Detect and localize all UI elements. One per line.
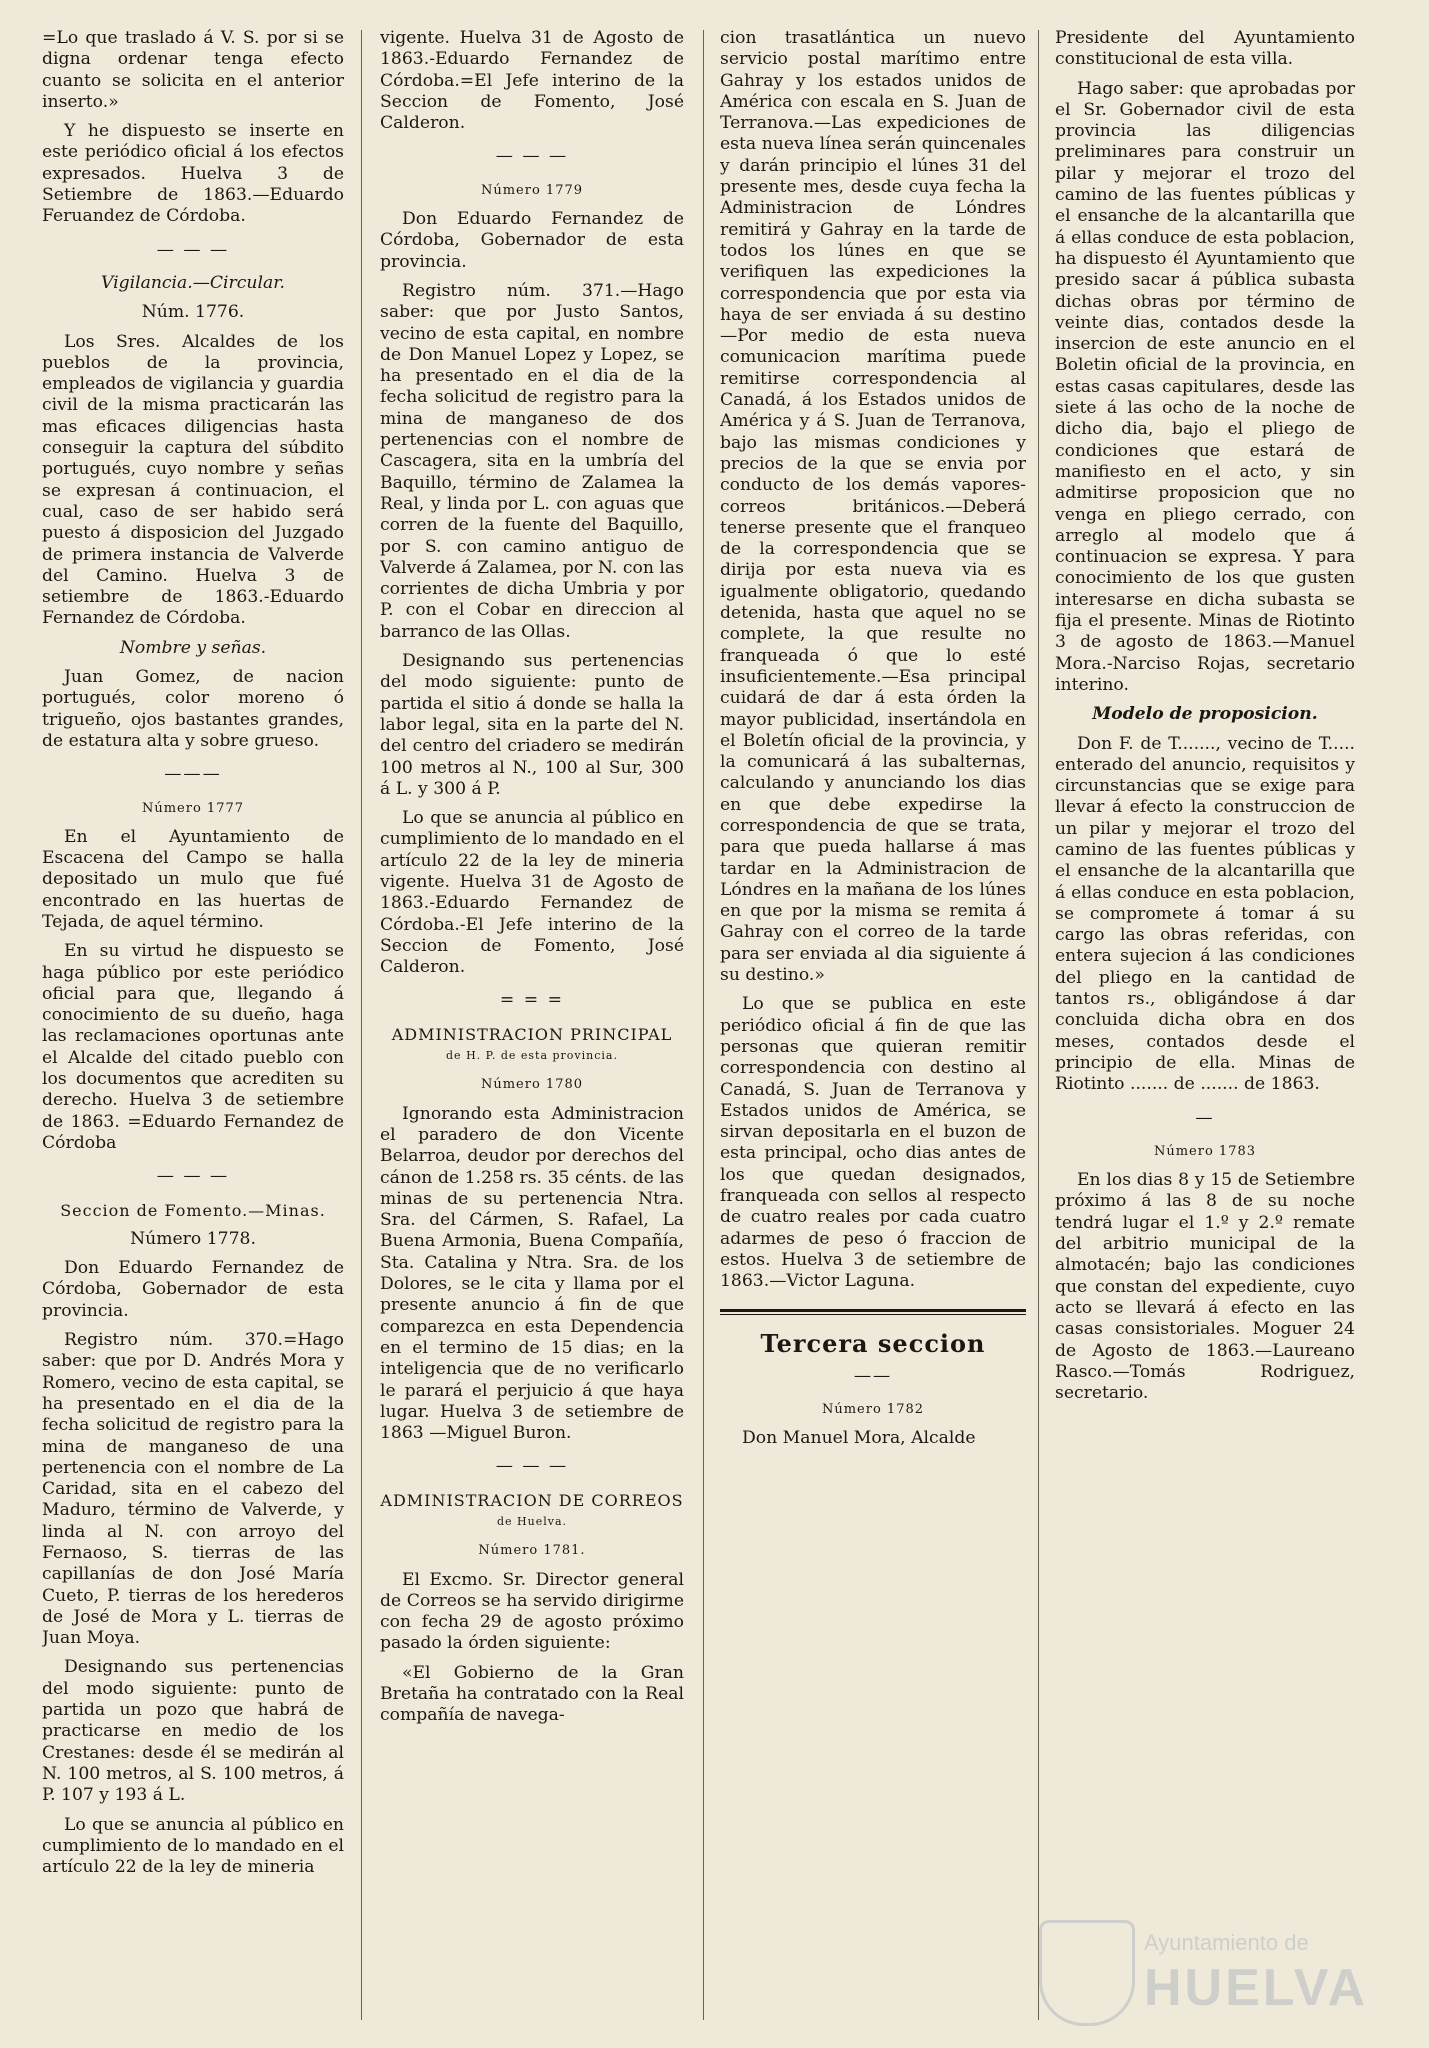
paragraph: vigente. Huelva 31 de Agosto de 1863.-Eduardo Fernandez de Córdoba.=El Jefe interino de la Seccion de Fomento, José Calderon. <box>380 28 684 134</box>
paragraph: En el Ayuntamiento de Escacena del Campo se halla depositado un mulo que fué encontrado en las huertas de Tejada, de aquel término. <box>42 826 344 932</box>
heading-subtitle: de H. P. de esta provincia. <box>446 1049 618 1063</box>
section-heading: Nombre y señas. <box>119 637 267 658</box>
separator: — <box>1195 1107 1215 1128</box>
notice-number: Número 1780 <box>480 1077 584 1093</box>
separator: = = = <box>499 990 565 1011</box>
paragraph: Presidente del Ayuntamiento constitucional de esta villa. <box>1055 28 1355 70</box>
column-1 <box>42 28 344 2028</box>
paragraph: En los dias 8 y 15 de Setiembre próximo á las 8 de su noche tendrá lugar el 1.º y 2.º remate del arbitrio municipal de la almotacén; bajo las condiciones que constan del expediente, cuyo acto se llevará á efecto en las casas consistoriales. Moguer 24 de Agosto de 1863.—Laureano Rasco.—Tomás Rodriguez, secretario. <box>1055 1170 1355 1404</box>
paragraph: Designando sus pertenencias del modo siguiente: punto de partida un pozo que habrá de practicarse en medio de los Crestanes: desde él se medirán al N. 100 metros, al S. 100 metros, á P. 107 y 193 á L. <box>42 1657 344 1806</box>
notice-number: Número 1781. <box>478 1543 586 1559</box>
paragraph: Registro núm. 371.—Hago saber: que por Justo Santos, vecino de esta capital, en nombre de Don Manuel Lopez y Lopez, se ha presentado en el dia de la fecha solicitud de registro para la mina de manganeso de dos pertenencias con el nombre de Cascagera, sita en la umbría del Baquillo, término de Zalamea la Real, y linda por L. con aguas que corren de la fuente del Baquillo, por S. con camino antiguo de Valverde á Zalamea, por N. con las corrientes de dicha Umbria y por P. con el Cobar en direccion al barranco de las Ollas. <box>380 280 684 642</box>
paragraph: El Excmo. Sr. Director general de Correos se ha servido dirigirme con fecha 29 de agosto próximo pasado la órden siguiente: <box>380 1569 684 1654</box>
notice-number: Número 1783 <box>1153 1143 1257 1159</box>
paragraph: Ignorando esta Administracion el paradero de don Vicente Belarroa, deudor por derechos del cánon de 1.258 rs. 35 cénts. de las minas de su pertenencia Ntra. Sra. del Cármen, S. Rafael, La Buena Armonia, Buena Compañía, Sta. Catalina y Ntra. Sra. de los Dolores, se le cita y llama por el presente anuncio á fin de que comparezca en esta Dependencia en el termino de 15 dias; en la inteligencia que de no verificarlo le parará el perjuicio á que haya lugar. Huelva 3 de setiembre de 1863 —Miguel Buron. <box>380 1103 684 1444</box>
coat-of-arms-icon <box>1039 1920 1135 2026</box>
column-2 <box>380 28 684 2028</box>
notice-number: Número 1778. <box>130 1228 256 1249</box>
notice-number: Número 1777 <box>141 800 245 816</box>
paragraph: Los Sres. Alcaldes de los pueblos de la provincia, empleados de vigilancia y guardia civil de la misma practicarán las mas eficaces diligencias hasta conseguir la captura del súbdito portugués, cuyo nombre y señas se expresan á continuacion, el cual, caso de ser habido será puesto á disposicion del Juzgado de primera instancia de Valverde del Camino. Huelva 3 de setiembre de 1863.-Eduardo Fernandez de Córdoba. <box>42 331 344 629</box>
separator: —— <box>853 1365 893 1386</box>
section-divider <box>720 1309 1026 1315</box>
column-4 <box>1055 28 1355 2028</box>
paragraph: Lo que se anuncia al público en cumplimiento de lo mandado en el artículo 22 de la ley de mineria <box>42 1814 344 1878</box>
separator: — — — <box>156 239 230 260</box>
paragraph: Don F. de T......., vecino de T..... enterado del anuncio, requisitos y circunstancias que se exige para llevar á efecto la construccion de un pilar y mejorar el trozo del camino de las fuentes públicas y el ensanche de la alcantarilla que á ellas conduce en esta poblacion, se compromete á tomar á su cargo las obras referidas, con entera sujecion á las condiciones del pliego en la cantidad de tantos rs., obligándose á dar concluida dicha obra en dos meses, contados desde el principio de ella. Minas de Riotinto ....... de ....... de 1863. <box>1055 733 1355 1095</box>
paragraph: «El Gobierno de la Gran Bretaña ha contratado con la Real compañía de navega- <box>380 1662 684 1726</box>
paragraph: =Lo que traslado á V. S. por si se digna ordenar tenga efecto cuanto se solicita en el anterior inserto.» <box>42 28 344 112</box>
paragraph: Juan Gomez, de nacion portugués, color moreno ó trigueño, ojos bastantes grandes, de estatura alta y sobre grueso. <box>42 667 344 751</box>
heading-subtitle: de Huelva. <box>496 1515 568 1528</box>
paragraph: Hago saber: que aprobadas por el Sr. Gobernador civil de esta provincia las diligencias preliminares para construir un pilar y mejorar el trozo del camino de las fuentes públicas y el ensanche de la alcantarilla que á ellas conduce de esta poblacion, ha dispuesto él Ayuntamiento que presido sacar á pública subasta dichas obras por término de veinte dias, contados desde la insercion de este anuncio en el Boletin oficial de la provincia, en estas casas capitulares, desde las siete á las ocho de la noche de dicho dia, bajo el pliego de condiciones que estará de manifiesto en el acto, y sin admitirse proposicion que no venga en pliego cerrado, con arreglo al modelo que á continuacion se expresa. Y para conocimiento de los que gusten interesarse en dicha subasta se fija el presente. Minas de Riotinto 3 de agosto de 1863.—Manuel Mora.-Narciso Rojas, secretario interino. <box>1055 78 1355 695</box>
section-heading: Modelo de proposicion. <box>1092 704 1318 725</box>
column-rule <box>703 30 704 2020</box>
section-heading: Seccion de Fomento.—Minas. <box>60 1200 326 1220</box>
separator: — — — <box>495 146 569 167</box>
ayuntamiento-watermark <box>1039 1910 1369 2030</box>
heading-text: ADMINISTRACION DE CORREOS <box>380 1490 684 1510</box>
paragraph: Y he dispuesto se inserte en este periódico oficial á los efectos expresados. Huelva 3 de Setiembre de 1863.—Eduardo Feruandez de Córdoba. <box>42 121 344 227</box>
watermark-line-1: Ayuntamiento de <box>1144 1930 1309 1955</box>
paragraph: Don Eduardo Fernandez de Córdoba, Gobernador de esta provincia. <box>42 1258 344 1321</box>
paragraph: Registro núm. 370.=Hago saber: que por D. Andrés Mora y Romero, vecino de esta capital, se ha presentado en el dia de la fecha solicitud de registro para la mina de manganeso de una pertenencia con el nombre de La Caridad, sita en el cabezo del Maduro, término de Valverde, y linda al N. con arroyo del Fernaoso, S. tierras de las capillanías de don José María Cueto, P. tierras de los herederos de José de Mora y L. tierras de Juan Moya. <box>42 1330 344 1649</box>
column-rule <box>361 30 362 2020</box>
paragraph: Lo que se anuncia al público en cumplimiento de lo mandado en el artículo 22 de la ley de mineria vigente. Huelva 31 de Agosto de 1863.-Eduardo Fernandez de Córdoba.-El Jefe interino de la Seccion de Fomento, José Calderon. <box>380 808 684 978</box>
section-heading: Vigilancia.—Circular. <box>100 272 286 293</box>
section-heading <box>380 1490 684 1533</box>
notice-number: Núm. 1776. <box>141 302 245 323</box>
watermark-line-2: HUELVA <box>1144 1959 1369 2017</box>
section-heading <box>380 1024 684 1067</box>
paragraph: Designando sus pertenencias del modo siguiente: punto de partida el sitio á donde se halla la labor legal, sita en la parte del N. del centro del criadero se medirán 100 metros al N., 100 al Sur, 300 á L. y 300 á P. <box>380 651 684 799</box>
column-rule <box>1038 30 1039 2020</box>
paragraph: Lo que se publica en este periódico oficial á fin de que las personas que quieran remitir correspondencia con destino al Canadá, S. Juan de Terranova y Estados unidos de América, se sirvan depositarla en el buzon de esta principal, ocho dias antes de los que quedan designados, franqueada con sellos al respecto de cuatro reales por cada cuatro adarmes de peso ó fraccion de estos. Huelva 3 de setiembre de 1863.—Victor Laguna. <box>720 994 1026 1292</box>
separator: — — — <box>495 1456 569 1477</box>
separator: ——— <box>164 764 222 785</box>
heading-text: ADMINISTRACION PRINCIPAL <box>391 1024 673 1044</box>
notice-number: Número 1779 <box>480 182 584 198</box>
notice-number: Número 1782 <box>821 1402 925 1418</box>
separator: — — — <box>156 1166 230 1187</box>
paragraph: cion trasatlántica un nuevo servicio postal marítimo entre Gahray y los estados unidos de América con escala en S. Juan de Terranova.—Las expediciones de esta nueva línea serán quincenales y darán principio el lúnes 31 del presente mes, desde cuya fecha la Administracion de Lóndres remitirá y Gahray en la tarde de todos los lúnes en que se verifiquen las expediciones la correspondencia que por esta via haya de ser enviada á su destino —Por medio de esta nueva comunicacion marítima puede remitirse correspondencia al Canadá, á los Estados unidos de América y á S. Juan de Terranova, bajo las mismas condiciones y precios de la que se envia por conducto de los demás vapores-correos británicos.—Deberá tenerse presente que el franqueo de la correspondencia que se dirija por esta nueva via es igualmente obligatorio, quedando detenida, hasta que aquel no se complete, la que resulte no franqueada ó que lo esté insuficientemente.—Esa principal cuidará de dar á esta órden la mayor publicidad, insertándola en el Boletín oficial de la provincia, y la comunicará á las subalternas, calculando y anunciando los dias en que debe expedirse la correspondencia de que se trata, para que pueda hallarse á mas tardar en la Administracion de Lóndres en la mañana de los lúnes en que por la misma se remita á Gahray con el correo de la tarde para ser enviada al dia siguiente á su destino.» <box>720 28 1026 986</box>
column-3 <box>720 28 1026 2028</box>
paragraph: Don Manuel Mora, Alcalde <box>742 1428 976 1449</box>
paragraph: En su virtud he dispuesto se haga público por este periódico oficial para que, llegando á conocimiento de su dueño, haga las reclamaciones oportunas ante el Alcalde del citado pueblo con los documentos que acrediten su derecho. Huelva 3 de setiembre de 1863. =Eduardo Fernandez de Córdoba <box>42 941 344 1153</box>
section-title: Tercera seccion <box>760 1328 986 1358</box>
paragraph: Don Eduardo Fernandez de Córdoba, Gobernador de esta provincia. <box>380 209 684 272</box>
